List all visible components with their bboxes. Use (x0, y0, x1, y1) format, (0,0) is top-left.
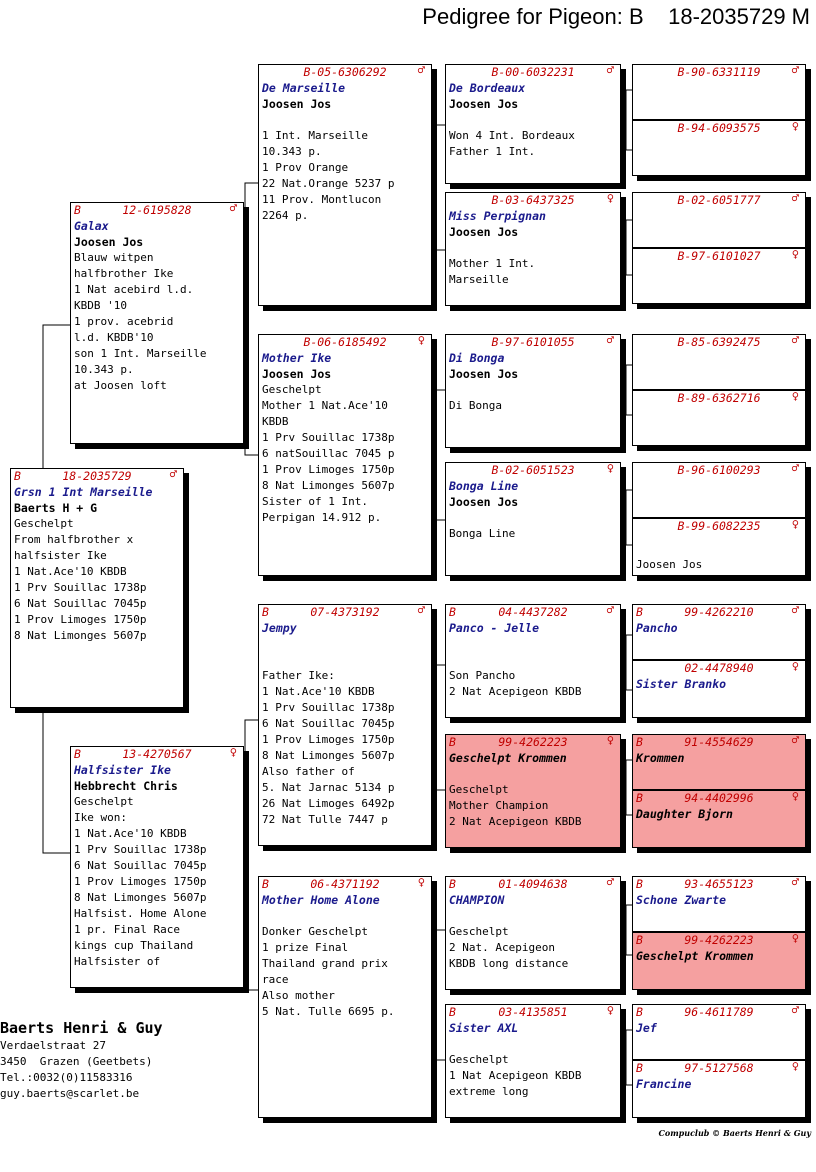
pigeon-card-subject[interactable] (10, 468, 184, 708)
pigeon-note: 1 prize Final (262, 941, 349, 954)
owner-address-street: Verdaelstraat 27 (0, 1039, 106, 1052)
pigeon-name: Krommen (636, 751, 685, 765)
card-header (446, 1005, 620, 1020)
pigeon-note: 2 Nat Acepigeon KBDB (449, 815, 582, 828)
ring-number: 99-4262223 (498, 735, 568, 749)
ring-number: 96-4611789 (684, 1005, 754, 1019)
pigeon-name: Miss Perpignan (449, 209, 546, 223)
female-sex-icon: ♀ (606, 461, 614, 475)
ring-country: B (636, 735, 643, 749)
male-sex-icon: ♂ (791, 733, 799, 747)
breeder-name: Hebbrecht Chris (74, 779, 178, 793)
card-header (71, 747, 243, 762)
ring-number: B-97-6101027 (677, 249, 761, 263)
ring-number: 99-4262210 (684, 605, 754, 619)
pigeon-note: Blauw witpen (74, 251, 154, 264)
pigeon-card-g10[interactable] (632, 660, 806, 718)
female-sex-icon: ♀ (606, 191, 614, 205)
female-sex-icon: ♀ (791, 1059, 799, 1073)
card-header (633, 661, 805, 676)
female-sex-icon: ♀ (417, 875, 425, 889)
pigeon-note: Son Pancho (449, 669, 516, 682)
breeder-name: Joosen Jos (74, 235, 144, 249)
male-sex-icon: ♂ (791, 603, 799, 617)
pigeon-note: 1 Prv Souillac 1738p (14, 581, 147, 594)
ring-number: B-06-6185492 (303, 335, 387, 349)
ring-country: B (636, 933, 643, 947)
pigeon-card-fmm[interactable] (445, 462, 621, 576)
pigeon-note: 8 Nat Limonges 5607p (74, 891, 207, 904)
pigeon-card-ffm[interactable] (445, 192, 621, 306)
ring-number: 01-4094638 (498, 877, 568, 891)
card-header (446, 335, 620, 350)
card-header (633, 1061, 805, 1076)
ring-country: B (449, 735, 456, 749)
pigeon-note: 6 Nat Souillac 7045p (14, 597, 147, 610)
pigeon-card-g4[interactable] (632, 248, 806, 304)
pigeon-note: 1 Prv Souillac 1738p (262, 701, 395, 714)
ring-number: 03-4135851 (498, 1005, 568, 1019)
pigeon-name: De Marseille (262, 81, 346, 95)
pigeon-note: Sister of 1 Int. (262, 495, 368, 508)
card-header (446, 605, 620, 620)
male-sex-icon: ♂ (417, 603, 425, 617)
page-title: Pedigree for Pigeon: B 18-2035729 M (422, 4, 810, 29)
pigeon-note: Thailand grand prix (262, 957, 388, 970)
pigeon-name: De Bordeaux (449, 81, 526, 95)
female-sex-icon: ♀ (791, 931, 799, 945)
ring-number: 94-4402996 (684, 791, 754, 805)
pigeon-note: 11 Prov. Montlucon (262, 193, 382, 206)
pigeon-note: Mother 1 Nat.Ace'10 (262, 399, 388, 412)
ring-number: 06-4371192 (310, 877, 380, 891)
ring-country: B (636, 791, 643, 805)
ring-number: B-02-6051523 (491, 463, 575, 477)
pigeon-name: Sister Branko (636, 677, 727, 691)
pigeon-card-ff[interactable] (258, 64, 432, 306)
pigeon-note: 1 Prov Limoges 1750p (262, 733, 395, 746)
pigeon-card-g6[interactable] (632, 390, 806, 446)
pigeon-note: Marseille (449, 273, 509, 286)
ring-number: B-85-6392475 (677, 335, 761, 349)
pigeon-note: extreme long (449, 1085, 529, 1098)
ring-number: B-97-6101055 (491, 335, 575, 349)
pigeon-note: Father 1 Int. (449, 145, 536, 158)
card-header (633, 519, 805, 534)
ring-country: B (14, 469, 21, 483)
ring-number: 12-6195828 (122, 203, 192, 217)
pigeon-note: 1 Prov Limoges 1750p (74, 875, 207, 888)
pigeon-note: Geschelpt (262, 383, 322, 396)
male-sex-icon: ♂ (229, 201, 237, 215)
pigeon-note: Father Ike: (262, 669, 335, 682)
pigeon-note: 1 Nat acebird l.d. (74, 283, 194, 296)
pigeon-note: at Joosen loft (74, 379, 167, 392)
pigeon-note: Perpigan 14.912 p. (262, 511, 382, 524)
ring-number: B-02-6051777 (677, 193, 761, 207)
card-header (633, 335, 805, 350)
pigeon-note: Won 4 Int. Bordeaux (449, 129, 575, 142)
pigeon-note: Bonga Line (449, 527, 516, 540)
pigeon-note (446, 510, 620, 526)
card-header (633, 249, 805, 264)
pigeon-card-fmf[interactable] (445, 334, 621, 448)
ring-number: 97-5127568 (684, 1061, 754, 1075)
pigeon-note: Geschelpt (449, 925, 509, 938)
copyright-note: Compuclub © Baerts Henri & Guy (658, 1128, 811, 1138)
pigeon-note: 1 pr. Final Race (74, 923, 180, 936)
pigeon-name: Di Bonga (449, 351, 505, 365)
pigeon-note: 1 Nat.Ace'10 KBDB (14, 565, 127, 578)
pigeon-note: 10.343 p. (262, 145, 322, 158)
pigeon-name: CHAMPION (449, 893, 505, 907)
pigeon-note: 1 Nat.Ace'10 KBDB (74, 827, 187, 840)
pigeon-card-mff[interactable] (445, 604, 621, 718)
ring-number: 07-4373192 (310, 605, 380, 619)
card-header (633, 121, 805, 136)
pigeon-note (446, 908, 620, 924)
pigeon-note: 5 Nat. Tulle 6695 p. (262, 1005, 395, 1018)
ring-country: B (74, 203, 81, 217)
pigeon-note: 8 Nat Limonges 5607p (14, 629, 147, 642)
card-header (633, 605, 805, 620)
pigeon-note (446, 112, 620, 128)
male-sex-icon: ♂ (791, 875, 799, 889)
pigeon-name: Mother Home Alone (262, 893, 380, 907)
pigeon-note (259, 652, 431, 668)
ring-country: B (636, 1005, 643, 1019)
pigeon-note: Geschelpt (449, 1053, 509, 1066)
card-header (259, 65, 431, 80)
pigeon-note: 6 Nat Souillac 7045p (74, 859, 207, 872)
pigeon-note (259, 908, 431, 924)
female-sex-icon: ♀ (606, 733, 614, 747)
pigeon-card-mfm[interactable] (445, 734, 621, 848)
male-sex-icon: ♂ (606, 875, 614, 889)
card-header (446, 65, 620, 80)
ring-number: B-03-6437325 (491, 193, 575, 207)
breeder-name: Baerts H + G (14, 501, 98, 515)
pigeon-note: halfsister Ike (14, 549, 107, 562)
pigeon-name: Jef (636, 1021, 657, 1035)
male-sex-icon: ♂ (791, 63, 799, 77)
pigeon-note: Mother 1 Int. (449, 257, 536, 270)
pigeon-note: Also father of (262, 765, 355, 778)
ring-country: B (449, 877, 456, 891)
pigeon-note: 1 Nat Acepigeon KBDB (449, 1069, 582, 1082)
pigeon-note (259, 636, 431, 652)
pigeon-note (446, 652, 620, 668)
pigeon-card-g14[interactable] (632, 932, 806, 990)
pigeon-name: Grsn 1 Int Marseille (14, 485, 153, 499)
owner-name: Baerts Henri & Guy (0, 1019, 163, 1037)
card-header (633, 391, 805, 406)
pigeon-note: KBDB '10 (74, 299, 127, 312)
pigeon-note (446, 382, 620, 398)
pigeon-name: Mother Ike (262, 351, 332, 365)
pigeon-note: 72 Nat Tulle 7447 p (262, 813, 388, 826)
pigeon-note: 6 Nat Souillac 7045p (262, 717, 395, 730)
pigeon-card-m[interactable] (70, 746, 244, 988)
ring-number: 93-4655123 (684, 877, 754, 891)
owner-email: guy.baerts@scarlet.be (0, 1087, 140, 1100)
pigeon-card-g8[interactable] (632, 518, 806, 576)
pigeon-note: 1 Prov Orange (262, 161, 349, 174)
pigeon-note: 1 Prv Souillac 1738p (74, 843, 207, 856)
pigeon-name: Francine (636, 1077, 692, 1091)
pigeon-card-g13[interactable] (632, 876, 806, 932)
pigeon-note (446, 240, 620, 256)
pigeon-note: Geschelpt (14, 517, 74, 530)
pigeon-card-g5[interactable] (632, 334, 806, 390)
pigeon-note (259, 112, 431, 128)
pigeon-card-g2[interactable] (632, 120, 806, 176)
pigeon-card-fff[interactable] (445, 64, 621, 184)
pigeon-card-g11[interactable] (632, 734, 806, 790)
breeder-name: Joosen Jos (449, 97, 519, 111)
female-sex-icon: ♀ (417, 333, 425, 347)
pigeon-note: Halfsist. Home Alone (74, 907, 207, 920)
pigeon-note: 1 Int. Marseille (262, 129, 368, 142)
pigeon-note: 2 Nat Acepigeon KBDB (449, 685, 582, 698)
ring-number: 91-4554629 (684, 735, 754, 749)
breeder-name: Joosen Jos (449, 225, 519, 239)
ring-number: B-90-6331119 (677, 65, 761, 79)
female-sex-icon: ♀ (791, 659, 799, 673)
pigeon-name: Jempy (262, 621, 297, 635)
pigeon-note: Also mother (262, 989, 335, 1002)
pigeon-card-mmf[interactable] (445, 876, 621, 990)
ring-number: 02-4478940 (684, 661, 754, 675)
ring-number: B-99-6082235 (677, 519, 761, 533)
pigeon-note: Di Bonga (449, 399, 502, 412)
ring-country: B (636, 1061, 643, 1075)
pigeon-card-mf[interactable] (258, 604, 432, 846)
pigeon-note: 10.343 p. (74, 363, 134, 376)
pigeon-note: 8 Nat Limonges 5607p (262, 749, 395, 762)
pigeon-note: halfbrother Ike (74, 267, 174, 280)
ring-country: B (449, 1005, 456, 1019)
pigeon-name: Galax (74, 219, 109, 233)
pigeon-note: 2264 p. (262, 209, 309, 222)
ring-number: 18-2035729 (62, 469, 132, 483)
owner-address-city: 3450 Grazen (Geetbets) (0, 1055, 153, 1068)
pigeon-name: Geschelpt Krommen (636, 949, 754, 963)
male-sex-icon: ♂ (791, 461, 799, 475)
pigeon-note: kings cup Thailand (74, 939, 194, 952)
card-header (259, 877, 431, 892)
pigeon-name: Daughter Bjorn (636, 807, 733, 821)
ring-country: B (449, 605, 456, 619)
pigeon-note: 1 Prov Limoges 1750p (262, 463, 395, 476)
pigeon-card-f[interactable] (70, 202, 244, 444)
pigeon-card-g9[interactable] (632, 604, 806, 660)
male-sex-icon: ♂ (169, 467, 177, 481)
card-header (446, 193, 620, 208)
pigeon-name: Bonga Line (449, 479, 519, 493)
card-header (11, 469, 183, 484)
card-header (633, 65, 805, 80)
breeder-name: Joosen Jos (449, 367, 519, 381)
owner-block (0, 1018, 163, 1102)
ring-number: B-00-6032231 (491, 65, 575, 79)
pigeon-note: 1 Prov Limoges 1750p (14, 613, 147, 626)
pigeon-note: race (262, 973, 289, 986)
card-header (259, 335, 431, 350)
female-sex-icon: ♀ (791, 517, 799, 531)
card-header (446, 463, 620, 478)
pigeon-note: Donker Geschelpt (262, 925, 368, 938)
card-header (633, 463, 805, 478)
pigeon-note: Geschelpt (449, 783, 509, 796)
card-header (446, 735, 620, 750)
ring-number: 99-4262223 (684, 933, 754, 947)
pigeon-note: 1 Prv Souillac 1738p (262, 431, 395, 444)
pigeon-note: 6 natSouillac 7045 p (262, 447, 395, 460)
ring-number: B-89-6362716 (677, 391, 761, 405)
card-header (633, 877, 805, 892)
pigeon-note: son 1 Int. Marseille (74, 347, 207, 360)
owner-phone: Tel.:0032(0)11583316 (0, 1071, 133, 1084)
male-sex-icon: ♂ (606, 63, 614, 77)
breeder-name: Joosen Jos (262, 367, 332, 381)
pigeon-note: 5. Nat Jarnac 5134 p (262, 781, 395, 794)
card-header (446, 877, 620, 892)
pigeon-note (446, 1036, 620, 1052)
card-header (633, 791, 805, 806)
pigeon-note: 1 Nat.Ace'10 KBDB (262, 685, 375, 698)
pigeon-name: Schone Zwarte (636, 893, 727, 907)
ring-number: B-05-6306292 (303, 65, 387, 79)
card-header (633, 1005, 805, 1020)
pigeon-note: 8 Nat Limonges 5607p (262, 479, 395, 492)
pigeon-note: 22 Nat.Orange 5237 p (262, 177, 395, 190)
pigeon-note: 2 Nat. Acepigeon (449, 941, 555, 954)
pigeon-card-mmm[interactable] (445, 1004, 621, 1118)
pigeon-note: 26 Nat Limoges 6492p (262, 797, 395, 810)
female-sex-icon: ♀ (606, 1003, 614, 1017)
male-sex-icon: ♂ (606, 603, 614, 617)
ring-number: B-96-6100293 (677, 463, 761, 477)
female-sex-icon: ♀ (791, 119, 799, 133)
pigeon-card-mm[interactable] (258, 876, 432, 1118)
female-sex-icon: ♀ (229, 745, 237, 759)
pigeon-note: Geschelpt (74, 795, 134, 808)
pigeon-note: Mother Champion (449, 799, 549, 812)
pigeon-note: KBDB (262, 415, 289, 428)
male-sex-icon: ♂ (606, 333, 614, 347)
pigeon-card-fm[interactable] (258, 334, 432, 576)
pigeon-card-g16[interactable] (632, 1060, 806, 1118)
pigeon-name: Geschelpt Krommen (449, 751, 567, 765)
ring-number: 04-4437282 (498, 605, 568, 619)
pigeon-name: Halfsister Ike (74, 763, 171, 777)
ring-country: B (262, 877, 269, 891)
pigeon-name: Sister AXL (449, 1021, 519, 1035)
pigeon-card-g7[interactable] (632, 462, 806, 518)
ring-number: 13-4270567 (122, 747, 192, 761)
breeder-name: Joosen Jos (262, 97, 332, 111)
female-sex-icon: ♀ (791, 789, 799, 803)
breeder-name: Joosen Jos (636, 558, 703, 571)
ring-country: B (262, 605, 269, 619)
card-header (259, 605, 431, 620)
pigeon-note: l.d. KBDB'10 (74, 331, 154, 344)
card-header (633, 193, 805, 208)
breeder-name: Joosen Jos (449, 495, 519, 509)
pigeon-card-g15[interactable] (632, 1004, 806, 1060)
pigeon-note: From halfbrother x (14, 533, 134, 546)
pigeon-card-g12[interactable] (632, 790, 806, 848)
card-header (633, 735, 805, 750)
pigeon-note: KBDB long distance (449, 957, 569, 970)
pigeon-note (446, 766, 620, 782)
pigeon-name: Panco - Jelle (449, 621, 540, 635)
pigeon-name: Pancho (636, 621, 678, 635)
female-sex-icon: ♀ (791, 247, 799, 261)
pigeon-note: Ike won: (74, 811, 127, 824)
card-header (633, 933, 805, 948)
ring-country: B (636, 877, 643, 891)
male-sex-icon: ♂ (417, 63, 425, 77)
pigeon-card-g1[interactable] (632, 64, 806, 120)
male-sex-icon: ♂ (791, 333, 799, 347)
card-header (71, 203, 243, 218)
ring-number: B-94-6093575 (677, 121, 761, 135)
pigeon-note: Halfsister of (74, 955, 161, 968)
male-sex-icon: ♂ (791, 1003, 799, 1017)
ring-country: B (636, 605, 643, 619)
pigeon-card-g3[interactable] (632, 192, 806, 248)
ring-country: B (74, 747, 81, 761)
pigeon-note (446, 636, 620, 652)
female-sex-icon: ♀ (791, 389, 799, 403)
male-sex-icon: ♂ (791, 191, 799, 205)
pigeon-note: 1 prov. acebrid (74, 315, 174, 328)
